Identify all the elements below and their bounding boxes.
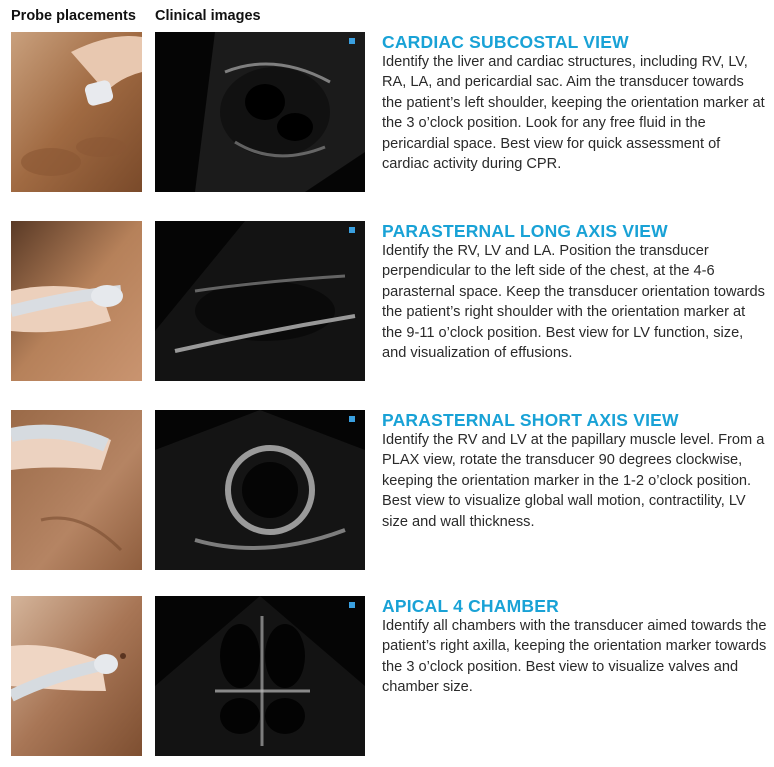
section-body-plax: Identify the RV, LV and LA. Position the transducer perpendicular to the left side of the chest, at the 4-6 parasternal space. Keep the transducer orientation towards the patient’s right shoulder with the orientation marker at the 9-11 o’clock position. Best view for LV function, size, and visualization of effusions. — [382, 243, 765, 362]
section-title-psax: PARASTERNAL SHORT AXIS VIEW — [382, 410, 679, 430]
clinical-images-heading: Clinical images — [155, 8, 261, 24]
section-plax — [0, 221, 774, 383]
section-title-apical: APICAL 4 CHAMBER — [382, 596, 559, 616]
section-psax — [0, 410, 774, 572]
probe-placement-photo-plax — [11, 221, 142, 381]
clinical-image-subcostal — [155, 32, 365, 192]
probe-placement-photo-subcostal — [11, 32, 142, 192]
clinical-image-apical — [155, 596, 365, 756]
section-body-apical: Identify all chambers with the transducer aimed towards the patient’s right axilla, keeping the orientation marker towards the 3 o’clock position. Best view to visualize valves and chamber size. — [382, 618, 767, 696]
probe-placement-photo-apical — [11, 596, 142, 756]
section-title-plax: PARASTERNAL LONG AXIS VIEW — [382, 221, 668, 241]
probe-placements-heading: Probe placements — [11, 8, 136, 24]
clinical-image-plax — [155, 221, 365, 381]
clinical-image-psax — [155, 410, 365, 570]
section-title-subcostal: CARDIAC SUBCOSTAL VIEW — [382, 32, 629, 52]
section-body-subcostal: Identify the liver and cardiac structures, including RV, LV, RA, LA, and pericardial sac. Aim the transducer towards the patient’s left shoulder, keeping the orientation marker at the 3 o’clock position. Look for any free fluid in the pericardial space. Best view for quick assessment of cardiac activity during CPR. — [382, 54, 765, 173]
section-apical-4-chamber — [0, 596, 774, 758]
probe-placement-photo-psax — [11, 410, 142, 570]
section-subcostal — [0, 32, 774, 194]
section-body-psax: Identify the RV and LV at the papillary muscle level. From a PLAX view, rotate the transducer 90 degrees clockwise, keeping the orientation marker in the 1-2 o’clock position. Best view to visualize global wall motion, contractility, LV size and wall thickness. — [382, 432, 765, 530]
